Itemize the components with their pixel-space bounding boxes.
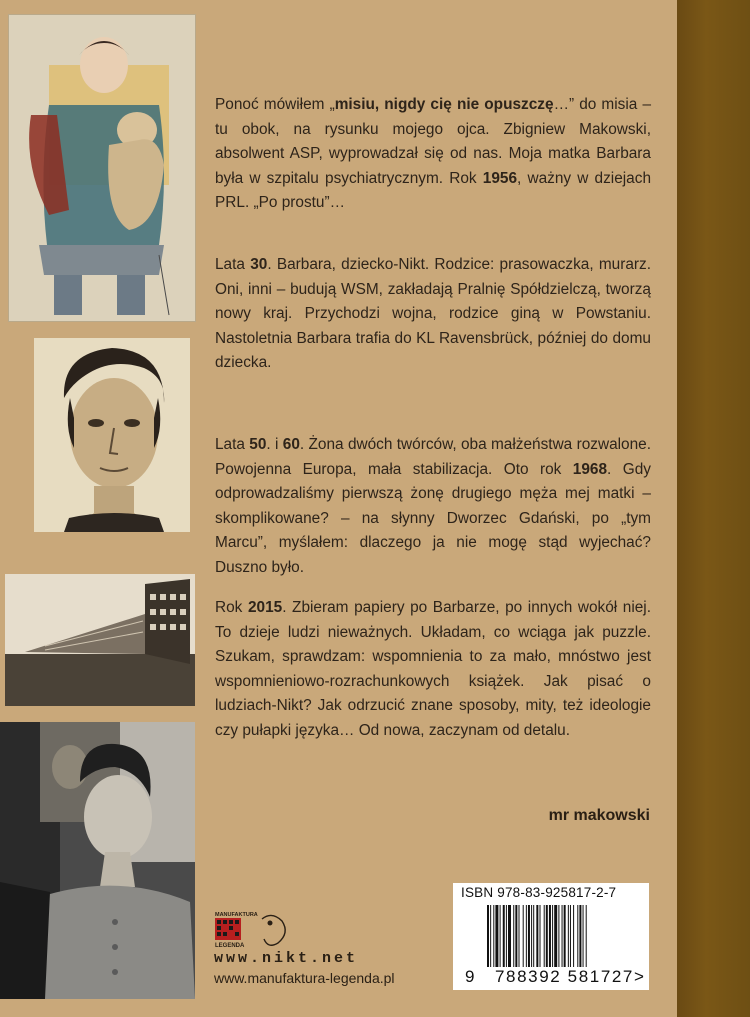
paragraph-text: Ponoć mówiłem „ (215, 96, 335, 113)
emphasis-text: misiu, nigdy cię nie opuszczę (334, 96, 554, 113)
sepia-portrait-woman-image (34, 338, 190, 532)
watercolor-child-with-teddy-image (8, 14, 196, 322)
paragraph-text: …” do misia – tu obok, na rysunku mojego ojca. Zbigniew Makowski, absolwent ASP, wyprowadzał się od nas. Moja matka Barbara była w szpitalu psychiatrycznym. Rok (215, 96, 651, 187)
emphasis-text: 2015 (247, 599, 283, 616)
paragraph-4 (215, 596, 651, 744)
website-publisher[interactable]: www.manufaktura-legenda.pl (214, 970, 395, 986)
website-nikt[interactable]: www.nikt.net (214, 950, 359, 967)
paragraph-text: Rok (215, 599, 248, 616)
author-signature: mr makowski (548, 807, 650, 824)
barcode-digits: 788392 581727 (495, 967, 634, 986)
logo-text-bottom: LEGENDA (215, 943, 245, 949)
paragraph-text: . Gdy odprowadzaliśmy pierwszą żonę drugiego męża mej matki – skomplikowane? – na słynny Dworzec Gdański, po „tym Marcu”, myślałem: dlaczego ja nie mogę stąd wyjechać? Duszno było. (215, 460, 651, 576)
barcode-arrow: > (634, 967, 644, 986)
emphasis-text: 1956 (482, 169, 518, 187)
paragraph-text: . Barbara, dziecko-Nikt. Rodzice: prasowaczka, murarz. Oni, inni – budują WSM, zakładają Pralnię Spółdzielczą, tworzą nowy kraj. Przychodzi wojna, rodzice giną w Powstaniu. Nastoletnia Barbara trafia do KL Ravensbrück, później do domu dziecka. (215, 256, 651, 372)
paragraph-text: . Zbieram papiery po Barbarze, po innych wokół niej. To dzieje ludzi nieważnych. Układam, co wciąga jak puzzle. Szukam, sprawdzam: wspomnienia to za mało, mnóstwo jest wspomnieniowo-rozrachunkowych książek. Jak pisać o ludziach-Nikt? Jak odrzucić znane sposoby, mity, też ideologie czy pułapki języka… Od nowa, zaczynam od detalu. (215, 599, 651, 739)
paragraph-1 (215, 93, 651, 216)
paragraph-text: . Żona dwóch twórców, oba małżeństwa rozwalone. Powojenna Europa, mała stabilizacja. Oto rok (215, 436, 652, 478)
paragraph-text: Lata (215, 256, 251, 273)
paragraph-text: . i (266, 436, 283, 453)
paragraph-2 (215, 253, 651, 376)
bw-photo-woman-image (0, 722, 195, 999)
barcode-bars-icon (487, 905, 635, 971)
barcode-first-digit: 9 (465, 967, 475, 986)
emphasis-text: 30 (250, 256, 268, 273)
isbn-barcode (453, 883, 649, 990)
emphasis-text: 1968 (572, 460, 608, 478)
book-spine (677, 0, 750, 1017)
paragraph-3 (215, 433, 651, 581)
isbn-label: ISBN 978-83-925817-2-7 (461, 885, 617, 900)
housing-estate-photo-image (5, 574, 195, 706)
logo-text-top: MANUFAKTURA (215, 912, 258, 918)
paragraph-text: , ważny w dziejach PRL. „Po prostu”… (215, 169, 651, 212)
emphasis-text: 60 (282, 436, 300, 453)
emphasis-text: 50 (249, 436, 267, 453)
paragraph-text: Lata (215, 436, 250, 453)
